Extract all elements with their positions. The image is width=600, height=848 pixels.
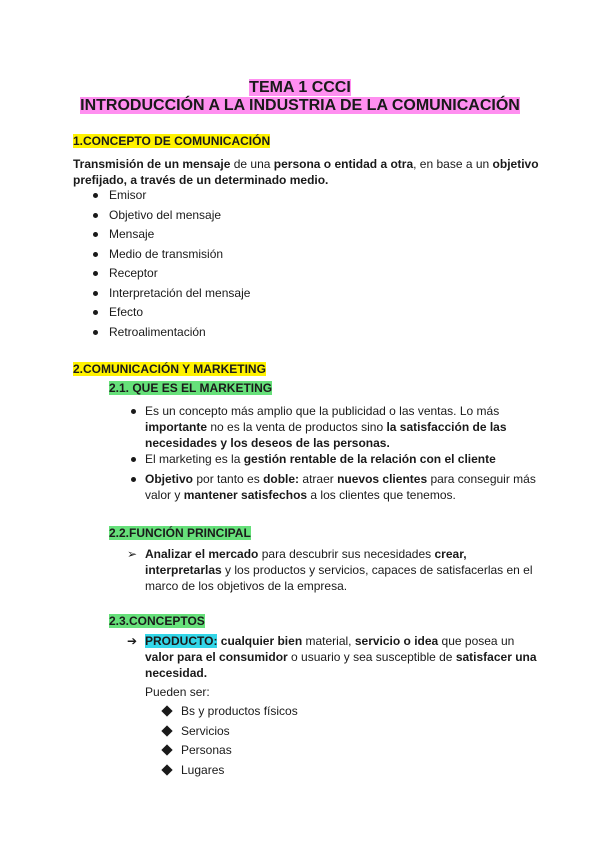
list-item: Servicios [181,723,230,738]
section-1-definition-line2: prefijado, a través de un determinado medio. [73,173,329,187]
list-item: Bs y productos físicos [181,704,298,718]
bullet-dot [93,193,98,198]
bullet-dot [93,330,98,335]
section-2-2-heading: 2.2.FUNCIÓN PRINCIPAL [109,526,251,540]
bullet-dot [93,232,98,237]
section-2-heading: 2.COMUNICACIÓN Y MARKETING [73,362,266,376]
bullet-dot [131,477,136,482]
list-item: Efecto [109,305,144,319]
marketing-point-3-line2: valor y mantener satisfechos a los clientes que tenemos. [145,488,456,502]
bullet-dot [93,213,98,218]
marketing-point-3-line1: Objetivo por tanto es doble: atraer nuevos clientes para conseguir más [145,472,536,486]
list-item: Personas [181,743,232,757]
section-1-heading: 1.CONCEPTO DE COMUNICACIÓN [73,134,271,148]
concepts-line2: valor para el consumidor o usuario y sea susceptible de satisfacer una [145,650,537,664]
marketing-point-1-line3: necesidades y los deseos de las personas. [145,436,390,450]
section-1-definition-line1: Transmisión de un mensaje de una persona o entidad a otra, en base a un objetivo [73,157,539,171]
list-item: Lugares [181,762,225,777]
list-item: Medio de transmisión [109,246,224,261]
bullet-dot [93,252,98,257]
function-line2: interpretarlas y los productos y servicios, capaces de satisfacerlas en el [145,563,533,577]
function-line1: Analizar el mercado para descubrir sus necesidades crear, [145,547,467,561]
marketing-point-1-line1: Es un concepto más amplio que la publicidad o las ventas. Lo más [145,404,500,418]
list-item: Interpretación del mensaje [109,285,251,300]
bullet-dot [93,310,98,315]
section-2-3-heading: 2.3.CONCEPTOS [109,614,205,628]
list-item: Receptor [109,266,158,280]
diamond-bullet-icon [161,764,172,775]
bullet-dot [93,271,98,276]
arrow-right-icon: ➔ [127,634,138,648]
bullet-dot [131,457,136,462]
list-item: Mensaje [109,227,155,241]
list-item: Emisor [109,188,147,202]
marketing-point-1-line2: importante no es la venta de productos sino la satisfacción de las [145,420,507,434]
arrow-bullet-icon: ➢ [127,547,138,561]
concepts-pueden: Pueden ser: [145,685,210,699]
diamond-bullet-icon [161,705,172,716]
concepts-line3: necesidad. [145,666,208,680]
list-item: Retroalimentación [109,324,206,339]
doc-title: TEMA 1 CCCI [249,79,351,96]
marketing-point-2: El marketing es la gestión rentable de la relación con el cliente [145,452,496,466]
section-2-1-heading: 2.1. QUE ES EL MARKETING [109,381,273,395]
diamond-bullet-icon [161,725,172,736]
diamond-bullet-icon [161,744,172,755]
doc-subtitle: INTRODUCCIÓN A LA INDUSTRIA DE LA COMUNICACIÓN [80,97,520,114]
function-line3: marco de los objetivos de la empresa. [145,579,348,593]
concepts-line1: PRODUCTO: cualquier bien material, servicio o idea que posea un [145,634,515,648]
bullet-dot [93,291,98,296]
bullet-dot [131,409,136,414]
list-item: Objetivo del mensaje [109,207,222,222]
